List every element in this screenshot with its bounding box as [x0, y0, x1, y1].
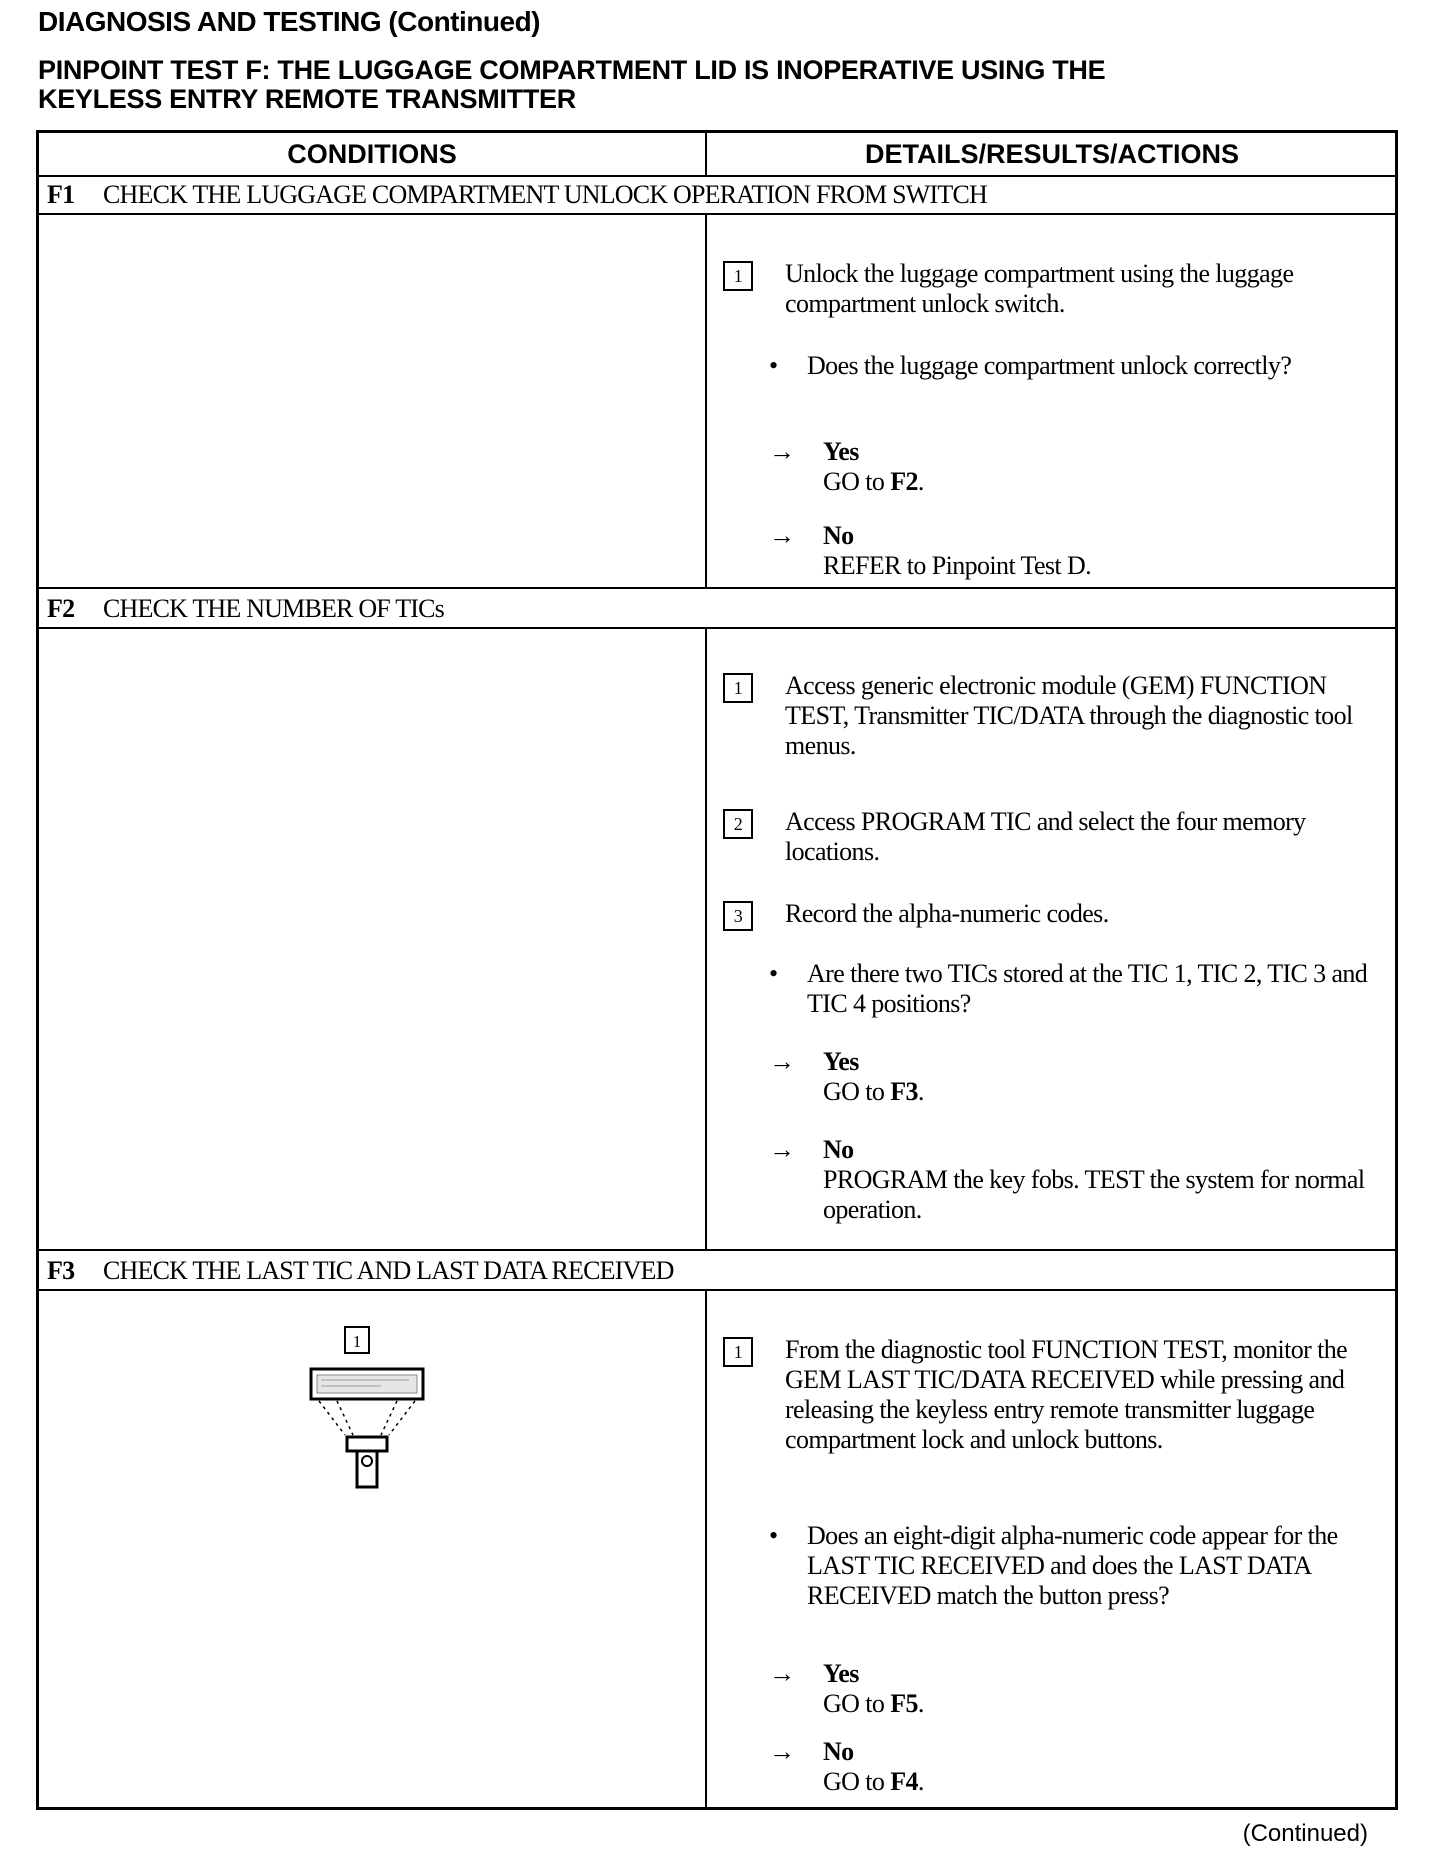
conditions-cell	[39, 629, 705, 1249]
test-title-line-1: PINPOINT TEST F: THE LUGGAGE COMPARTMENT LID IS INOPERATIVE USING THE	[38, 55, 1106, 85]
answer-action: GO to F2.	[823, 467, 924, 496]
arrow-right-icon: →	[769, 1659, 795, 1688]
answer-action: GO to F5.	[823, 1689, 924, 1718]
step-reference: F5	[890, 1689, 918, 1718]
details-column-header: DETAILS/RESULTS/ACTIONS	[705, 133, 1397, 175]
step-number-box: 2	[723, 809, 753, 839]
arrow-right-icon: →	[769, 521, 795, 550]
step-text: From the diagnostic tool FUNCTION TEST, monitor the GEM LAST TIC/DATA RECEIVED while pressing and releasing the keyless entry remote transmitter luggage compartment lock and unlock buttons.	[785, 1335, 1348, 1454]
diagnostic-tool-illustration	[301, 1325, 431, 1500]
illustration-callout: 1	[352, 1332, 362, 1351]
conditions-cell	[39, 1291, 705, 1807]
pinpoint-test-table	[36, 130, 1398, 1810]
section-body-f2	[39, 629, 1395, 1251]
arrow-right-icon: →	[769, 1737, 795, 1766]
section-header-f1	[39, 175, 1395, 215]
bullet-icon: •	[769, 959, 778, 988]
step-number-box: 1	[723, 261, 753, 291]
pinpoint-test-title	[38, 56, 1398, 114]
answer-action: REFER to Pinpoint Test D.	[823, 551, 1092, 580]
answer-label: No	[823, 1135, 854, 1164]
conditions-cell	[39, 215, 705, 587]
section-body-f1	[39, 215, 1395, 589]
section-title: CHECK THE LAST TIC AND LAST DATA RECEIVED	[103, 1256, 674, 1285]
step-reference: F2	[890, 467, 918, 496]
step-reference: F4	[890, 1767, 918, 1796]
step-number-box: 3	[723, 901, 753, 931]
step-text: Unlock the luggage compartment using the luggage compartment unlock switch.	[785, 259, 1294, 318]
step-text: Access generic electronic module (GEM) FUNCTION TEST, Transmitter TIC/DATA through the diagnostic tool menus.	[785, 671, 1353, 760]
details-cell	[705, 215, 1395, 587]
table-header-row	[39, 133, 1395, 177]
step-number-box: 1	[723, 673, 753, 703]
details-cell	[705, 629, 1395, 1249]
question-text: Does an eight-digit alpha-numeric code appear for the LAST TIC RECEIVED and does the LAST DATA RECEIVED match the button press?	[807, 1521, 1338, 1610]
section-code: F1	[47, 180, 75, 209]
step-text: Record the alpha-numeric codes.	[785, 899, 1109, 928]
bullet-icon: •	[769, 351, 778, 380]
answer-label: Yes	[823, 1659, 859, 1688]
section-code: F2	[47, 594, 75, 623]
step-number-box: 1	[723, 1337, 753, 1367]
continued-footer: (Continued)	[1242, 1820, 1368, 1847]
arrow-right-icon: →	[769, 1047, 795, 1076]
section-code: F3	[47, 1256, 75, 1285]
answer-label: Yes	[823, 1047, 859, 1076]
step-text: Access PROGRAM TIC and select the four memory locations.	[785, 807, 1306, 866]
test-title-line-2: KEYLESS ENTRY REMOTE TRANSMITTER	[38, 84, 576, 114]
answer-label: No	[823, 521, 854, 550]
bullet-icon: •	[769, 1521, 778, 1550]
step-reference: F3	[890, 1077, 918, 1106]
section-header-f2	[39, 589, 1395, 629]
answer-action: GO to F3.	[823, 1077, 924, 1106]
answer-label: Yes	[823, 437, 859, 466]
section-body-f3	[39, 1291, 1395, 1807]
answer-action: GO to F4.	[823, 1767, 924, 1796]
section-header-f3	[39, 1251, 1395, 1291]
section-title: CHECK THE NUMBER OF TICs	[103, 594, 444, 623]
arrow-right-icon: →	[769, 437, 795, 466]
conditions-column-header: CONDITIONS	[287, 139, 457, 169]
question-text: Does the luggage compartment unlock correctly?	[807, 351, 1292, 380]
answer-label: No	[823, 1737, 854, 1766]
page-header: DIAGNOSIS AND TESTING (Continued)	[38, 6, 540, 37]
question-text: Are there two TICs stored at the TIC 1, TIC 2, TIC 3 and TIC 4 positions?	[807, 959, 1368, 1018]
section-title: CHECK THE LUGGAGE COMPARTMENT UNLOCK OPERATION FROM SWITCH	[103, 180, 988, 209]
arrow-right-icon: →	[769, 1135, 795, 1164]
details-cell	[705, 1291, 1395, 1807]
answer-action: PROGRAM the key fobs. TEST the system for normal operation.	[823, 1165, 1365, 1224]
